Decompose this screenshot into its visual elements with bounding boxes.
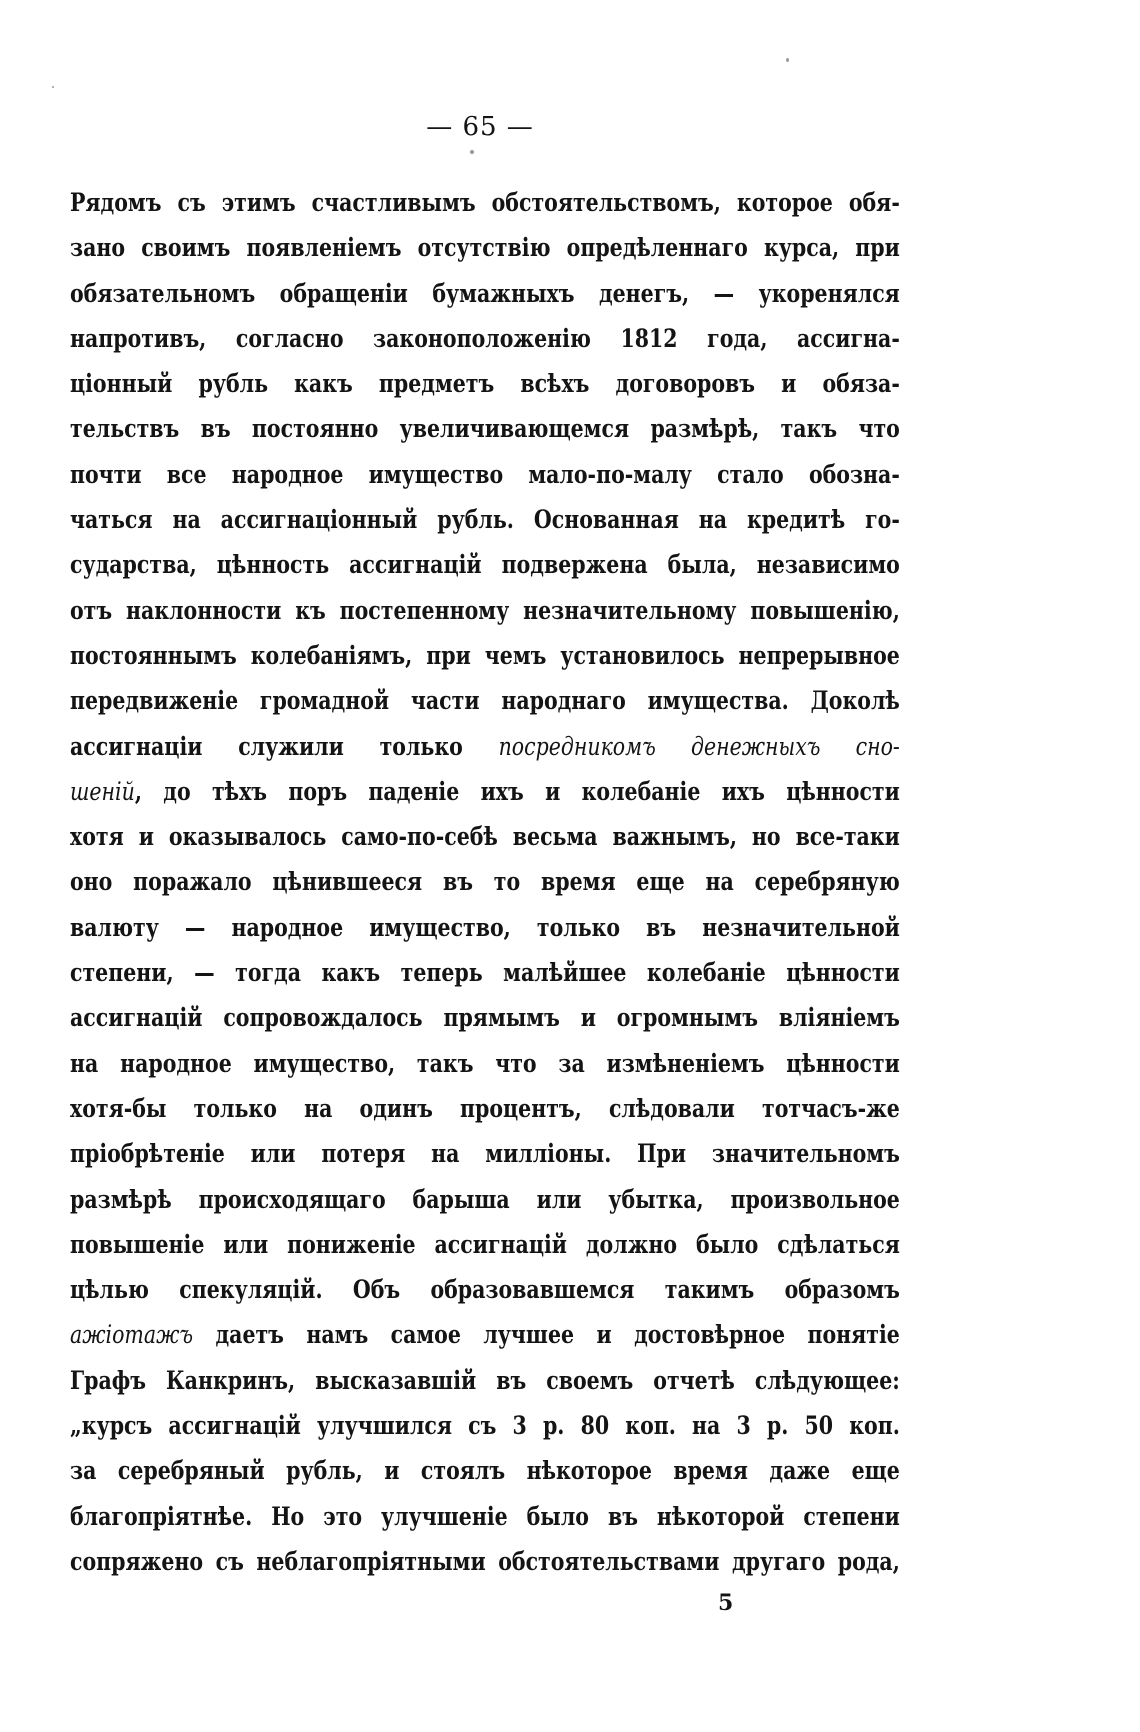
print-speck [470,150,474,154]
text-line: постояннымъ колебаніямъ, при чемъ установилось непрерывное [70,640,900,670]
italic-phrase: посредникомъ денежныхъ сно- [498,731,900,761]
body-text [70,180,900,1584]
text-line: зано своимъ появленіемъ отсутствію опредѣленнаго курса, при [70,233,900,263]
italic-phrase: шеній [70,776,135,806]
text-line: пріобрѣтеніе или потеря на милліоны. При значительномъ [70,1139,900,1169]
text-line: хотя и оказывалось само-по-себѣ весьма важнымъ, но все-таки [70,822,900,852]
text-line: Графъ Канкринъ, высказавшій въ своемъ отчетѣ слѣдующее: [70,1365,900,1395]
text-line: хотя-бы только на одинъ процентъ, слѣдовали тотчасъ-же [70,1093,900,1123]
text-line: цѣлью спекуляцій. Объ образовавшемся такимъ образомъ [70,1275,900,1305]
text-segment: , до тѣхъ поръ паденіе ихъ и колебаніе ихъ цѣнности [134,776,900,806]
text-line: на народное имущество, такъ что за измѣненіемъ цѣнности [70,1048,900,1078]
signature-mark: 5 [718,1590,734,1616]
text-line [70,724,900,769]
text-segment: даетъ намъ самое лучшее и достовѣрное понятіе [193,1320,900,1350]
text-line: благопріятнѣе. Но это улучшеніе было въ нѣкоторой степени [70,1501,900,1531]
text-segment: ассигнаціи служили только [70,731,499,761]
print-speck [786,58,789,62]
text-line: сопряжено съ неблагопріятными обстоятельствами другаго рода, [70,1546,900,1576]
text-line: почти все народное имущество мало-по-малу стало обозна- [70,459,900,489]
text-line: валюту — народное имущество, только въ незначительной [70,912,900,942]
text-line: сударства, цѣнность ассигнацій подвержена была, независимо [70,550,900,580]
text-line: за серебряный рубль, и стоялъ нѣкоторое время даже еще [70,1456,900,1486]
text-line: тельствъ въ постоянно увеличивающемся размѣрѣ, такъ что [70,414,900,444]
text-line: размѣрѣ происходящаго барыша или убытка, произвольное [70,1184,900,1214]
text-line: повышеніе или пониженіе ассигнацій должно было сдѣлаться [70,1229,900,1259]
italic-phrase: ажіотажъ [70,1320,194,1350]
print-speck [52,86,54,88]
text-line [70,769,900,814]
page-number: — 65 — [426,112,534,142]
text-line: ціонный рубль какъ предметъ всѣхъ договоровъ и обяза- [70,369,900,399]
text-line: передвиженіе громадной части народнаго имущества. Доколѣ [70,686,900,716]
text-line: ассигнацій сопровождалось прямымъ и огромнымъ вліяніемъ [70,1003,900,1033]
text-line: Рядомъ съ этимъ счастливымъ обстоятельствомъ, которое обя- [70,188,900,217]
text-line: чаться на ассигнаціонный рубль. Основанная на кредитѣ го- [70,505,900,535]
text-line: отъ наклонности къ постепенному незначительному повышенію, [70,595,900,625]
text-line [70,1312,900,1357]
text-line: оно поражало цѣнившееся въ то время еще на серебряную [70,867,900,897]
text-line: степени, — тогда какъ теперь малѣйшее колебаніе цѣнности [70,958,900,988]
text-line: обязательномъ обращеніи бумажныхъ денегъ, — укоренялся [70,278,900,308]
text-line: напротивъ, согласно законоположенію 1812 года, ассигна- [70,323,900,353]
text-line: „курсъ ассигнацій улучшился съ 3 р. 80 коп. на 3 р. 50 коп. [70,1411,900,1441]
